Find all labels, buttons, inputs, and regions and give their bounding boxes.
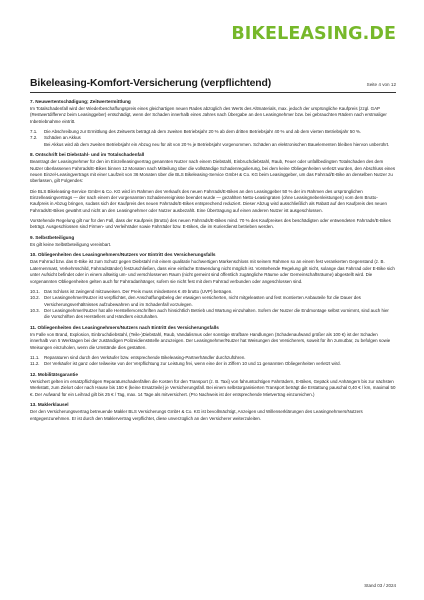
document-title: Bikeleasing-Komfort-Versicherung (verpflichtend) (30, 78, 272, 89)
section-heading: 8. Ontschrift bei Diebstahl- und im Totalschadenfall (30, 152, 145, 158)
section (30, 235, 396, 248)
clause-text: Schäden an Akkus (44, 135, 81, 141)
clause-number: 10.3. (30, 308, 40, 313)
section-heading: 10. Obliegenheiten des Leasingnehmers/Nutzers vor Eintritt des Versicherungsfalls (30, 252, 216, 258)
clause-text: Bei Akkus wird ab dem zweiten Betriebsjahr ein Abzug neu für alt von 20 % je Betriebsjahr vorgenommen. Schäden an elektronischen Bauelementen bleiben hiervon unberührt. (44, 141, 390, 147)
clause-list (30, 129, 396, 148)
clause-item (30, 142, 396, 148)
section (30, 252, 396, 320)
clause-item (30, 295, 396, 308)
clause-text: Die Abschreibung zur Ermittlung des Zeitwerts beträgt ab dem zweiten Betriebsjahr 20 % ab dem dritten Betriebsjahr 40 % und ab dem vierten Betriebsjahr 50 %. (44, 128, 362, 134)
section-paragraph: Das Fahrrad bzw. das E-Bike ist zum Schutz gegen Diebstahl mit einem qualitativ hochwertigen Markenschloss mit seinem Rahmen so an einem fest verankerten Gegenstand (z. B. Laternenmast, Verkehrsschild, Fahrradständer) festzuschließen, dass eine einfache Entwendung nicht möglich ist. Vorstehende Regelung gilt nicht, solange das Fahrrad oder E-Bike sich unter Aufsicht befindet oder in einem allseitig um- und verschlossenen Raum (nicht gemeint sind öffentlich zugängliche Räume oder Gemeinschaftsräume) abgestellt wird. Die vorgenannten Obliegenheiten gelten auch für Fahrradanhänger, sofern sie nicht fest mit dem Fahrrad verbunden oder angeschlossen sind. (30, 259, 395, 284)
clause-number: 11.1. (30, 354, 40, 360)
clause-number: 10.2. (30, 295, 40, 301)
clause-number (30, 142, 44, 148)
section-heading: 12. Mobilitätsgarantie (30, 371, 78, 377)
page-indicator: Seite 4 von 12 (366, 82, 396, 87)
clause-text: Reparaturen sind durch den Verkäufer bzw. entsprechende Bikeleasing-Partnerhändler durchzuführen. (44, 354, 246, 360)
clause-text: Der Leasingnehmer/Nutzer ist verpflichtet, den Anschaffungsbeleg der etwaigen versicherten, nicht mitgeleasten und fest montierten Anbauteile für die Dauer des Versicherungsverhältnisses aufzubewahren und im Schadenfall vorzulegen. (44, 295, 361, 307)
clause-text: Der Leasingnehmer/Nutzer hat alle Herstellervorschriften auch hinsichtlich Betrieb und Wartung einzuhalten. Sofern der Nutzer die Endmontage selbst vornimmt, sind auch hier die Vorschriften des Herstellers und Händlers einzuhalten. (44, 308, 389, 320)
clause-text: Das Schloss ist zwingend mitzuweisen. Der Preis muss mindestens € 49 brutto (UVP) betragen. (44, 288, 233, 294)
section (30, 152, 396, 231)
document-header (30, 78, 396, 89)
section-paragraph: Versichert gelten im ersatzpflichtigen Reparaturschadenfällen die Kosten für den Transport (z. B. Taxi) von fahruntüchtigen Fahrrädern, E-Bikes, Gepäck und Anhängern bis zur nächsten Werkstatt, zum Zielort oder nach Hause bis 150 € (keine Ersatzteile) je Versicherungsfall. Bei einem selbstorganisierten Transport beträgt die Erstattung pauschal 0,40 € / km, maximal 50 €. Der Aufwand für ein Leihrad gilt bis 25 € / Tag, max. 14 Tage als mitversichert. (Pro Nachweis ist der entsprechende Mietvertrag einzureichen.) (30, 378, 396, 397)
section (30, 402, 396, 422)
clause-list (30, 289, 396, 321)
section-paragraph: Im Falle von Brand, Explosion, Einbruchdiebstahl, (Teile-)Diebstahl, Raub, Vandalismus oder sonstige strafbare Handlungen (Schadenaufwand größer als 100 €) ist der Schaden innerhalb von 5 Werktagen bei der zuständigen Polizeidienststelle anzuzeigen. Der Leasingnehmer/Nutzer hat Weisungen des Versicherers, soweit für ihn zumutbar, zu befolgen sowie Weisungen einzuholen, wenn die Umstände dies gestatten. (30, 331, 391, 350)
clause-number: 11.2. (30, 361, 40, 367)
clause-item (30, 361, 396, 367)
clause-number: 7.1. (30, 128, 38, 134)
clause-number: 7.2. (30, 135, 38, 141)
brand-logo: BIKELEASING.DE (231, 24, 396, 44)
section-paragraph: Es gilt keine Selbstbeteiligung vereinbart. (30, 241, 112, 247)
clause-text: Der Verkäufer ist ganz oder teilweise von der Verpflichtung zur Leistung frei, wenn eine der in Ziffern 10 und 11 genannten Obliegenheiten verletzt wird. (44, 361, 341, 367)
clause-item (30, 308, 396, 321)
section-paragraph: Im Totalschadenfall wird der Wiederbeschaffungspreis eines gleichartigen neuen Rades abzüglich des Werts des Altmaterials, max. jedoch der ursprüngliche Kaufpreis (zzgl. GAP (Restwertdifferenz beim Leasinggeber) entschädigt, wenn der Schaden innerhalb eines Jahres nach Übergabe an den Leasingnehmer bzw. bei gebrauchten Rädern nach erstmaliger Inbetriebnahme eintritt. (30, 105, 387, 124)
section (30, 99, 396, 148)
footer-stand: Stand 03 / 2024 (364, 583, 396, 588)
section-heading: 7. Neuwertentschädigung; Zeitwertermittlung (30, 99, 131, 104)
header-divider (30, 92, 396, 93)
section-paragraph: Der den Versicherungsvertrag betreuende Makler BLS Versicherungs GmbH & Co. KG ist bevollmächtigt, Anzeigen und Willenserklärungen des Leasingnehmers/Nutzers entgegenzunehmen. Er ist durch den Maklervertrag verpflichtet, diese unverzüglich an den Versicherer weiterzuleiten. (30, 409, 363, 421)
clause-list (30, 355, 396, 368)
section-heading: 11. Obliegenheiten des Leasingnehmers/Nutzers nach Eintritt des Versicherungsfalls (30, 325, 219, 331)
section (30, 372, 396, 398)
section-heading: 13. Maklerklausel (30, 402, 69, 408)
section-paragraph: Vorstehende Regelung gilt nur für den Fall, dass der Kaufpreis (Brutto) des neuen Fahrrads/E-Bikes mind. 70 % des Kaufpreises des beschädigten oder entwendeten Fahrrads/E-Bikes beträgt. Ausgeschlossen sind Firmen- und Verleihräder sowie Fahrräder bzw. E-Bikes, die im Kurierdienst betrieben werden. (30, 217, 391, 230)
document-body (30, 99, 396, 426)
section-paragraph: Die BLS Bikeleasing-Service GmbH & Co. KG wird im Rahmen des Verkaufs des neuen Fahrrads/E-Bikes an den Leasinggeber 50 % der im Rahmen des ursprünglichen Einzelleasingvertrags — der nach einem der vorgenannten Schadenereignisse beendet wurde — gezahlten Netto-Leasingraten (ohne Leasingnebenleistungen) vom dem Brutto-Kaufpreis in Abzug bringen, sodass sich der Kaufpreis des neuen Fahrrads/E-Bikes entsprechend reduziert. Dieser Abzug wird ausschließlich als Rabatt auf den Kaufpreis des neuen Fahrrads/E-Bikes gewährt und nicht an den Leasingnehmer oder Nutzer ausbezahlt. Eine Übertragung auf einen anderen Nutzer ist ausgeschlossen. (30, 188, 387, 213)
section-heading: 9. Selbstbeteiligung (30, 235, 75, 240)
section-paragraph: Beantragt der Leasingnehmer für den im Einzelleasingvertrag genannten Nutzer nach einem Diebstahl, Einbruchdiebstahl, Raub, Feuer oder unfallbedingten Totalschaden des dem Nutzer überlassenen Fahrrads/E-Bikes binnen 12 Monaten nach Mitteilung über die vollständige Schadenregulierung, bei dem keine Obliegenheiten verletzt wurden, den Abschluss eines neuen Einzel-Leasingvertrags mit einer Laufzeit von 36 Monaten über die BLS Bikeleasing-Service GmbH & Co. KG beim Leasinggeber, um das Fahrrad/E-Bike an denselben Nutzer zu überlassen, gilt Folgendes: (30, 159, 396, 184)
section (30, 325, 396, 368)
clause-number: 10.1. (30, 288, 40, 294)
